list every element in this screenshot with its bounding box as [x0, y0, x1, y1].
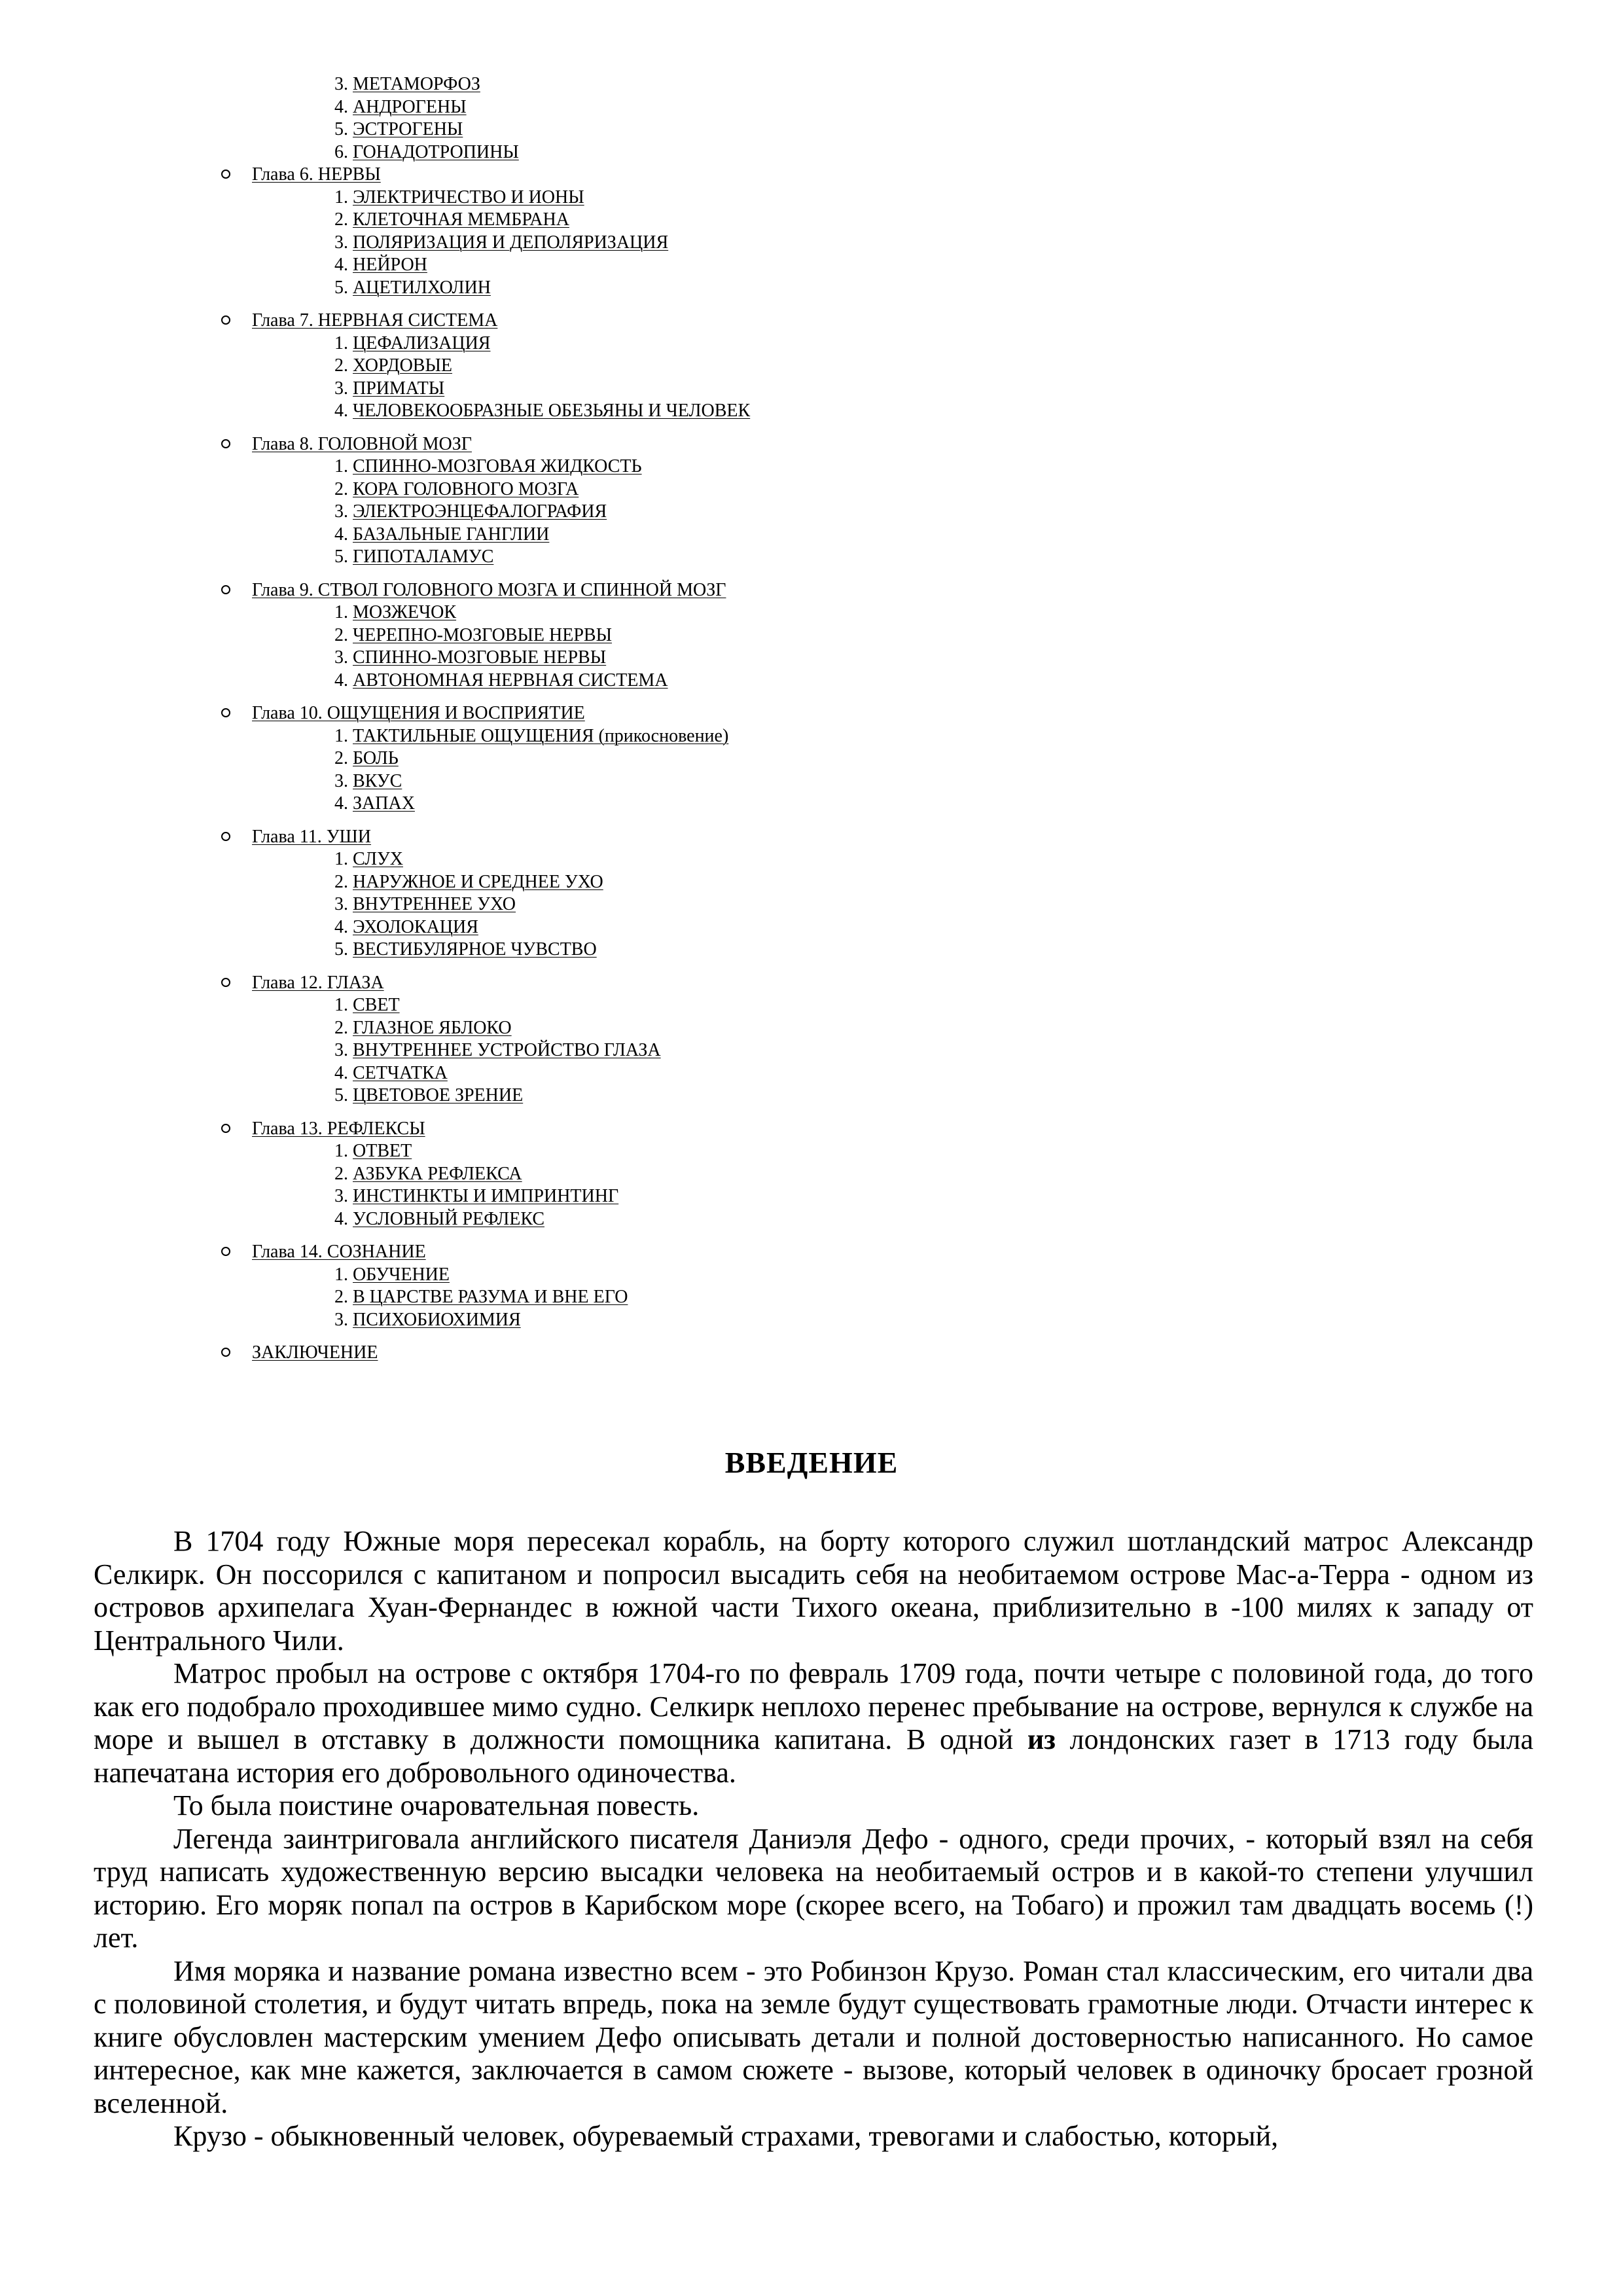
toc-item-number: 1. — [334, 187, 348, 207]
circle-bullet-icon — [221, 315, 230, 325]
toc-item-number: 3. — [334, 501, 348, 522]
circle-bullet-icon — [221, 1124, 230, 1133]
toc-item — [334, 725, 1623, 748]
toc-item-number: 3. — [334, 232, 348, 253]
toc-item-number: 6. — [334, 141, 348, 162]
toc-item-number: 4. — [334, 793, 348, 814]
toc-item-link[interactable]: АЦЕТИЛХОЛИН — [353, 277, 491, 298]
toc-chapter-items — [334, 332, 1623, 423]
table-of-contents — [0, 73, 1623, 1365]
toc-item-number: 1. — [334, 456, 348, 476]
paragraph-text-continued: лондонских газет в 1713 году была напечатана история его добровольного одиночества. — [94, 1723, 1534, 1789]
toc-item — [334, 378, 1623, 401]
toc-chapter-list — [0, 164, 1623, 1331]
toc-item — [334, 939, 1623, 961]
toc-item — [334, 1208, 1623, 1231]
toc-item-link[interactable]: ОБУЧЕНИЕ — [353, 1264, 450, 1285]
toc-item — [334, 118, 1623, 141]
toc-item-link[interactable]: АВТОНОМНАЯ НЕРВНАЯ СИСТЕМА — [353, 670, 668, 691]
toc-item-link[interactable]: ЦВЕТОВОЕ ЗРЕНИЕ — [353, 1085, 524, 1105]
toc-item-link[interactable]: СЛУХ — [353, 849, 404, 869]
toc-item — [334, 1140, 1623, 1163]
toc-item — [334, 770, 1623, 793]
toc-item — [334, 1062, 1623, 1085]
toc-item-link[interactable]: ГОНАДОТРОПИНЫ — [353, 141, 519, 162]
bold-word: из — [1027, 1723, 1056, 1755]
toc-chapter-link[interactable]: Глава 9. СТВОЛ ГОЛОВНОГО МОЗГА И СПИННОЙ МОЗГ — [252, 579, 726, 600]
toc-item — [334, 1185, 1623, 1208]
paragraph-text: Матрос пробыл на острове с октября 1704-го по февраль 1709 года, почти четыре с половиной года, до того как его подобрало проходившее мимо судно. Селкирк неплохо перенес пребывание на острове, вернулся к службе на море и вышел в отставку в должности помощника капитана. В одной — [94, 1657, 1533, 1755]
toc-chapter — [0, 1241, 1623, 1331]
toc-item-link[interactable]: СЕТЧАТКА — [353, 1062, 448, 1083]
circle-bullet-icon — [221, 1247, 230, 1256]
toc-item-number: 2. — [334, 624, 348, 645]
toc-item-link[interactable]: ГИПОТАЛАМУС — [353, 547, 494, 567]
toc-item-number: 4. — [334, 670, 348, 691]
toc-item — [334, 254, 1623, 277]
toc-chapter — [0, 702, 1623, 816]
toc-item-number: 3. — [334, 1186, 348, 1206]
toc-chapter-link[interactable]: Глава 12. ГЛАЗА — [252, 972, 384, 993]
toc-item — [334, 893, 1623, 916]
intro-paragraph — [94, 1823, 1533, 1955]
intro-paragraph — [94, 1525, 1533, 1657]
toc-item-number: 5. — [334, 119, 348, 139]
toc-item-number: 5. — [334, 1085, 348, 1105]
toc-chapter-items — [334, 725, 1623, 816]
toc-item-number: 2. — [334, 871, 348, 892]
toc-item — [334, 96, 1623, 119]
toc-item-link[interactable]: АНДРОГЕНЫ — [353, 96, 467, 117]
toc-chapter — [0, 164, 1623, 299]
toc-item — [334, 1085, 1623, 1107]
toc-item — [334, 332, 1623, 355]
paragraph-text: Имя моряка и название романа известно всем - это Робинзон Крузо. Роман стал классическим, его читали два с половиной столетия, и будут читать впредь, пока на земле будут существовать грамотные люди. Отчасти интерес к книге обусловлен мастерским умением Дефо описывать детали и полной достоверностью написанного. Но самое интересное, как мне кажется, заключается в самом сюжете - вызове, который человек в одиночку бросает грозной вселенной. — [94, 1954, 1533, 2119]
toc-item-link[interactable]: ЦЕФАЛИЗАЦИЯ — [353, 332, 491, 353]
circle-bullet-icon — [221, 585, 230, 594]
toc-item-number: 1. — [334, 995, 348, 1015]
circle-bullet-icon — [221, 1348, 230, 1357]
circle-bullet-icon — [221, 170, 230, 179]
toc-chapter-link[interactable]: Глава 11. УШИ — [252, 826, 372, 847]
toc-chapter — [0, 972, 1623, 1107]
toc-item-link[interactable]: УСЛОВНЫЙ РЕФЛЕКС — [353, 1208, 544, 1229]
toc-leading-list — [334, 73, 1623, 164]
toc-item — [334, 1264, 1623, 1287]
toc-item-number: 4. — [334, 1208, 348, 1229]
toc-chapter — [0, 579, 1623, 692]
toc-item-link[interactable]: ПОЛЯРИЗАЦИЯ И ДЕПОЛЯРИЗАЦИЯ — [353, 232, 669, 253]
toc-item-number: 3. — [334, 1040, 348, 1060]
toc-item-link[interactable]: НЕЙРОН — [353, 255, 427, 275]
toc-item — [334, 624, 1623, 647]
toc-item-link[interactable]: ЭСТРОГЕНЫ — [353, 119, 463, 139]
toc-item-link[interactable]: ГЛАЗНОЕ ЯБЛОКО — [353, 1017, 512, 1038]
toc-item — [334, 456, 1623, 478]
toc-item-number: 2. — [334, 209, 348, 230]
toc-item-number: 2. — [334, 1163, 348, 1184]
toc-chapter — [0, 310, 1623, 423]
toc-item — [334, 355, 1623, 378]
toc-conclusion-link[interactable]: ЗАКЛЮЧЕНИЕ — [252, 1342, 378, 1363]
toc-chapter — [0, 433, 1623, 569]
toc-item-link[interactable]: ЧЕРЕПНО-МОЗГОВЫЕ НЕРВЫ — [353, 624, 613, 645]
toc-item-link[interactable]: ПСИХОБИОХИМИЯ — [353, 1309, 521, 1330]
toc-item-link[interactable]: БОЛЬ — [353, 748, 399, 768]
toc-item — [334, 501, 1623, 524]
toc-item — [334, 647, 1623, 670]
toc-chapter-link[interactable]: Глава 6. НЕРВЫ — [252, 164, 381, 185]
toc-item — [334, 916, 1623, 939]
toc-item-link[interactable]: ЭЛЕКТРОЭНЦЕФАЛОГРАФИЯ — [353, 501, 607, 522]
circle-bullet-icon — [221, 978, 230, 987]
toc-item — [334, 1017, 1623, 1040]
toc-item-link[interactable]: ВНУТРЕННЕЕ УСТРОЙСТВО ГЛАЗА — [353, 1040, 661, 1060]
toc-item — [334, 747, 1623, 770]
intro-body — [94, 1525, 1533, 2153]
toc-item-link[interactable]: СПИННО-МОЗГОВЫЕ НЕРВЫ — [353, 647, 607, 668]
toc-item-link[interactable]: СПИННО-МОЗГОВАЯ ЖИДКОСТЬ — [353, 456, 642, 476]
toc-item-number: 1. — [334, 602, 348, 622]
toc-item-link[interactable]: ХОРДОВЫЕ — [353, 355, 453, 376]
toc-item-link[interactable]: ЧЕЛОВЕКООБРАЗНЫЕ ОБЕЗЬЯНЫ И ЧЕЛОВЕК — [353, 401, 751, 421]
toc-item-number: 2. — [334, 478, 348, 499]
toc-item-link[interactable]: ТАКТИЛЬНЫЕ ОЩУЩЕНИЯ (прикосновение) — [353, 725, 729, 746]
toc-item — [334, 546, 1623, 569]
toc-chapter-items — [334, 994, 1623, 1107]
toc-chapter — [0, 1118, 1623, 1231]
toc-item-number: 1. — [334, 332, 348, 353]
toc-item — [334, 601, 1623, 624]
toc-item — [334, 848, 1623, 871]
toc-item — [334, 400, 1623, 423]
toc-item-number: 3. — [334, 74, 348, 94]
toc-item-link[interactable]: В ЦАРСТВЕ РАЗУМА И ВНЕ ЕГО — [353, 1287, 628, 1307]
toc-item-number: 4. — [334, 916, 348, 937]
toc-item-link[interactable]: АЗБУКА РЕФЛЕКСА — [353, 1163, 522, 1184]
toc-item-number: 1. — [334, 725, 348, 746]
toc-item-link[interactable]: НАРУЖНОЕ И СРЕДНЕЕ УХО — [353, 871, 603, 892]
toc-item-number: 2. — [334, 1287, 348, 1307]
toc-item — [334, 524, 1623, 547]
paragraph-text: Крузо - обыкновенный человек, обуреваемый страхами, тревогами и слабостью, который, — [173, 2120, 1279, 2152]
toc-item-link[interactable]: ВЕСТИБУЛЯРНОЕ ЧУВСТВО — [353, 939, 597, 960]
intro-paragraph — [94, 1955, 1533, 2121]
toc-item-number: 4. — [334, 255, 348, 275]
toc-chapter-link[interactable]: Глава 13. РЕФЛЕКСЫ — [252, 1118, 425, 1139]
toc-conclusion — [0, 1342, 1623, 1365]
toc-item — [334, 670, 1623, 692]
toc-item — [334, 871, 1623, 894]
toc-item-number: 4. — [334, 524, 348, 545]
toc-item-number: 1. — [334, 849, 348, 869]
toc-item-link[interactable]: ОТВЕТ — [353, 1141, 412, 1161]
toc-item-number: 5. — [334, 939, 348, 960]
circle-bullet-icon — [221, 439, 230, 448]
toc-item-link[interactable]: МЕТАМОРФОЗ — [353, 74, 480, 94]
toc-item — [334, 1163, 1623, 1186]
toc-item-link[interactable]: СВЕТ — [353, 995, 400, 1015]
toc-item-link[interactable]: ИНСТИНКТЫ И ИМПРИНТИНГ — [353, 1186, 619, 1206]
toc-item-number: 3. — [334, 894, 348, 914]
toc-chapter-link[interactable]: Глава 8. ГОЛОВНОЙ МОЗГ — [252, 433, 472, 454]
intro-paragraph — [94, 2120, 1533, 2153]
toc-chapter-link[interactable]: Глава 10. ОЩУЩЕНИЯ И ВОСПРИЯТИЕ — [252, 703, 585, 723]
toc-item-number: 2. — [334, 355, 348, 376]
toc-chapter-items — [334, 456, 1623, 569]
paragraph-text: В 1704 году Южные моря пересекал корабль, на борту которого служил шотландский матрос Александр Селкирк. Он поссорился с капитаном и попросил высадить себя на необитаемом острове Мас-а-Терра - одном из островов архипелага Хуан-Фернандес в южной части Тихого океана, приблизительно в -100 милях к западу от Центрального Чили. — [94, 1525, 1533, 1657]
toc-chapter-items — [334, 187, 1623, 300]
toc-chapter-items — [334, 848, 1623, 961]
intro-paragraph — [94, 1789, 1533, 1823]
intro-title: ВВЕДЕНИЕ — [724, 1446, 899, 1479]
toc-item-link[interactable]: БАЗАЛЬНЫЕ ГАНГЛИИ — [353, 524, 550, 545]
toc-item — [334, 141, 1623, 164]
toc-chapter-items — [334, 601, 1623, 692]
toc-item-link[interactable]: КЛЕТОЧНАЯ МЕМБРАНА — [353, 209, 569, 230]
circle-bullet-icon — [221, 832, 230, 841]
toc-item-number: 5. — [334, 277, 348, 298]
toc-item-link[interactable]: ЭЛЕКТРИЧЕСТВО И ИОНЫ — [353, 187, 584, 207]
toc-item — [334, 1309, 1623, 1332]
intro-paragraph — [94, 1657, 1533, 1789]
toc-item-number: 3. — [334, 378, 348, 399]
toc-item-link[interactable]: ЗАПАХ — [353, 793, 415, 814]
toc-item — [334, 1039, 1623, 1062]
toc-item — [334, 232, 1623, 255]
toc-item — [334, 209, 1623, 232]
toc-item-number: 2. — [334, 1017, 348, 1038]
toc-item — [334, 277, 1623, 300]
paragraph-text: То была поистине очаровательная повесть. — [173, 1789, 700, 1821]
toc-item-number: 3. — [334, 770, 348, 791]
toc-item — [334, 1286, 1623, 1309]
toc-chapter — [0, 826, 1623, 961]
toc-item-link[interactable]: КОРА ГОЛОВНОГО МОЗГА — [353, 478, 579, 499]
toc-item-link[interactable]: ВКУС — [353, 770, 402, 791]
toc-item-number: 1. — [334, 1141, 348, 1161]
toc-chapter-link[interactable]: Глава 14. СОЗНАНИЕ — [252, 1242, 426, 1262]
toc-item-number: 1. — [334, 1264, 348, 1285]
toc-item — [334, 994, 1623, 1017]
toc-chapter-items — [334, 1264, 1623, 1332]
toc-item — [334, 187, 1623, 209]
toc-item-number: 4. — [334, 1062, 348, 1083]
toc-item-number: 5. — [334, 547, 348, 567]
toc-item-link[interactable]: ЭХОЛОКАЦИЯ — [353, 916, 478, 937]
toc-item-number: 2. — [334, 748, 348, 768]
toc-chapter-items — [334, 1140, 1623, 1230]
toc-item-link[interactable]: ВНУТРЕННЕЕ УХО — [353, 894, 516, 914]
toc-item-number: 4. — [334, 401, 348, 421]
toc-item — [334, 73, 1623, 96]
toc-chapter-link[interactable]: Глава 7. НЕРВНАЯ СИСТЕМА — [252, 310, 498, 331]
toc-item — [334, 478, 1623, 501]
toc-item-link[interactable]: МОЗЖЕЧОК — [353, 602, 457, 622]
toc-item-number: 3. — [334, 1309, 348, 1330]
paragraph-text: Легенда заинтриговала английского писателя Даниэля Дефо - одного, среди прочих, - который взял на себя труд написать художественную версию высадки человека на необитаемый остров и в какой-то степени улучшил историю. Его моряк попал па остров в Карибском море (скорее всего, на Тобаго) и прожил там двадцать восемь (!) лет. — [94, 1822, 1533, 1954]
toc-item-number: 4. — [334, 96, 348, 117]
toc-item-number: 3. — [334, 647, 348, 668]
circle-bullet-icon — [221, 708, 230, 717]
toc-item — [334, 793, 1623, 816]
toc-item-link[interactable]: ПРИМАТЫ — [353, 378, 445, 399]
